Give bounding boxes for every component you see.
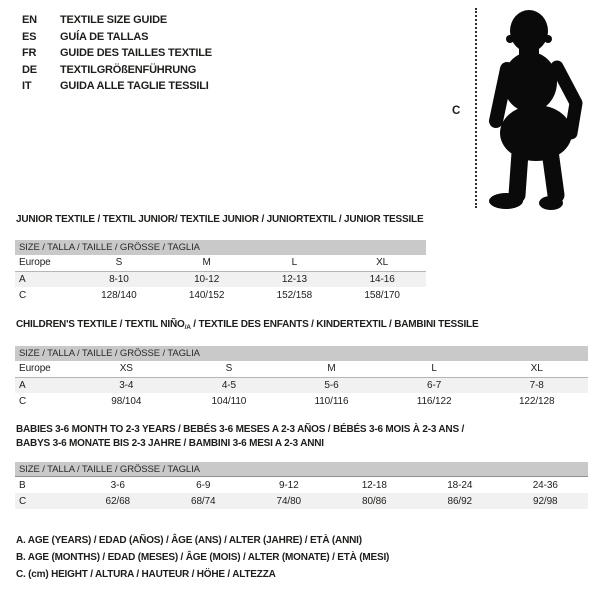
size-cell: L bbox=[251, 255, 339, 271]
size-cell: 152/158 bbox=[276, 289, 313, 301]
children-section bbox=[15, 319, 588, 409]
size-cell: 158/170 bbox=[364, 289, 400, 301]
lang-code: IT bbox=[22, 80, 32, 92]
size-cell: XL bbox=[338, 255, 426, 271]
lang-code: EN bbox=[22, 14, 37, 26]
size-cell: 3-4 bbox=[75, 377, 178, 393]
row-label-cell: C bbox=[19, 289, 27, 301]
lang-label: TEXTILE SIZE GUIDE bbox=[60, 14, 168, 26]
size-cell: 9-12 bbox=[278, 479, 299, 491]
size-cell: 12-18 bbox=[361, 479, 387, 491]
children-title-sub: /A bbox=[184, 324, 191, 331]
row-label-cell: C bbox=[19, 395, 27, 407]
size-cell: 3-6 bbox=[110, 479, 125, 491]
junior-title: JUNIOR TEXTILE / TEXTIL JUNIOR/ TEXTILE JUNIOR / JUNIORTEXTIL / JUNIOR TESSILE bbox=[16, 214, 424, 225]
language-title-block bbox=[22, 12, 212, 95]
size-cell: 122/128 bbox=[518, 395, 555, 407]
children-size-table bbox=[15, 361, 588, 409]
table-row bbox=[15, 361, 588, 377]
size-cell: 5-6 bbox=[280, 377, 383, 393]
lang-label: GUIDE DES TAILLES TEXTILE bbox=[60, 47, 212, 59]
table-row bbox=[15, 271, 426, 287]
size-cell: 68/74 bbox=[161, 493, 247, 509]
size-cell: XS bbox=[75, 361, 178, 377]
size-header-bar: SIZE / TALLA / TAILLE / GRÖSSE / TAGLIA bbox=[15, 240, 426, 255]
size-cell: 18-24 bbox=[447, 479, 473, 491]
size-cell: 80/86 bbox=[332, 493, 418, 509]
size-cell: 128/140 bbox=[101, 289, 137, 301]
lang-code: ES bbox=[22, 30, 37, 43]
size-cell: 6-7 bbox=[383, 377, 486, 393]
size-header-bar: SIZE / TALLA / TAILLE / GRÖSSE / TAGLIA bbox=[15, 462, 588, 477]
row-label-cell: B bbox=[19, 479, 26, 491]
row-label-cell: A bbox=[15, 271, 75, 287]
size-cell: L bbox=[383, 361, 486, 377]
lang-row-es bbox=[22, 29, 212, 46]
children-title bbox=[16, 319, 588, 331]
lang-label: GUIDA ALLE TAGLIE TESSILI bbox=[60, 80, 209, 92]
size-cell: M bbox=[280, 361, 383, 377]
size-cell: 6-9 bbox=[196, 479, 211, 491]
size-cell: 86/92 bbox=[417, 493, 503, 509]
height-marker-line bbox=[475, 8, 477, 208]
children-title-post: / TEXTILE DES ENFANTS / KINDERTEXTIL / BAMBINI TESSILE bbox=[190, 319, 479, 330]
lang-row-en bbox=[22, 12, 212, 29]
babies-section bbox=[15, 423, 588, 509]
babies-size-table bbox=[15, 477, 588, 509]
size-cell: 62/68 bbox=[75, 493, 161, 509]
size-cell: 7-8 bbox=[485, 377, 588, 393]
measurement-legend bbox=[16, 532, 389, 583]
size-cell: M bbox=[163, 255, 251, 271]
size-cell: 92/98 bbox=[503, 493, 589, 509]
size-cell: 4-5 bbox=[178, 377, 281, 393]
size-cell: 12-13 bbox=[251, 271, 339, 287]
row-label-cell: C bbox=[15, 493, 75, 509]
lang-row-fr bbox=[22, 45, 212, 62]
lang-row-it bbox=[22, 78, 212, 95]
row-label-cell: Europe bbox=[15, 255, 75, 271]
size-cell: 116/122 bbox=[416, 395, 452, 407]
height-marker-label: C bbox=[452, 105, 461, 117]
row-label-cell: A bbox=[15, 377, 75, 393]
children-title-pre: CHILDREN'S TEXTILE / TEXTIL NIÑO bbox=[16, 319, 185, 330]
toddler-silhouette-icon bbox=[487, 5, 597, 211]
size-cell: 8-10 bbox=[75, 271, 163, 287]
legend-line-b: B. AGE (MONTHS) / EDAD (MESES) / ÂGE (MOIS) / ALTER (MONATE) / ETÀ (MESI) bbox=[16, 552, 390, 563]
legend-line-a: A. AGE (YEARS) / EDAD (AÑOS) / ÂGE (ANS) / ALTER (JAHRE) / ETÀ (ANNI) bbox=[16, 535, 362, 546]
table-row bbox=[15, 255, 426, 271]
size-cell: XL bbox=[485, 361, 588, 377]
row-label-cell: Europe bbox=[15, 361, 75, 377]
lang-label: GUÍA DE TALLAS bbox=[60, 30, 149, 43]
lang-row-de bbox=[22, 62, 212, 79]
size-cell: 98/104 bbox=[111, 395, 142, 407]
lang-code: DE bbox=[22, 63, 37, 76]
size-cell: 10-12 bbox=[163, 271, 251, 287]
babies-title-line1: BABIES 3-6 MONTH TO 2-3 YEARS / BEBÉS 3-6 MESES A 2-3 AÑOS / BÉBÉS 3-6 MOIS À 2-3 ANS / bbox=[16, 424, 465, 435]
size-cell: S bbox=[178, 361, 281, 377]
babies-title bbox=[16, 423, 588, 451]
size-cell: 74/80 bbox=[246, 493, 332, 509]
babies-title-line2: BABYS 3-6 MONATE BIS 2-3 JAHRE / BAMBINI 3-6 MESI A 2-3 ANNI bbox=[16, 438, 324, 449]
size-cell: 110/116 bbox=[314, 395, 349, 407]
junior-section bbox=[15, 214, 426, 303]
size-header-bar: SIZE / TALLA / TAILLE / GRÖSSE / TAGLIA bbox=[15, 346, 588, 361]
lang-code: FR bbox=[22, 47, 37, 59]
size-cell: 14-16 bbox=[338, 271, 426, 287]
size-cell: S bbox=[75, 255, 163, 271]
table-row bbox=[15, 393, 588, 409]
table-row bbox=[15, 477, 588, 493]
lang-label: TEXTILGRÖßENFÜHRUNG bbox=[60, 63, 197, 76]
junior-size-table bbox=[15, 255, 426, 303]
legend-line-c: C. (cm) HEIGHT / ALTURA / HAUTEUR / HÖHE / ALTEZZA bbox=[16, 569, 276, 580]
table-row bbox=[15, 493, 588, 509]
table-row bbox=[15, 287, 426, 303]
size-cell: 24-36 bbox=[532, 479, 558, 491]
table-row bbox=[15, 377, 588, 393]
size-cell: 104/110 bbox=[211, 395, 247, 407]
size-cell: 140/152 bbox=[188, 289, 225, 301]
